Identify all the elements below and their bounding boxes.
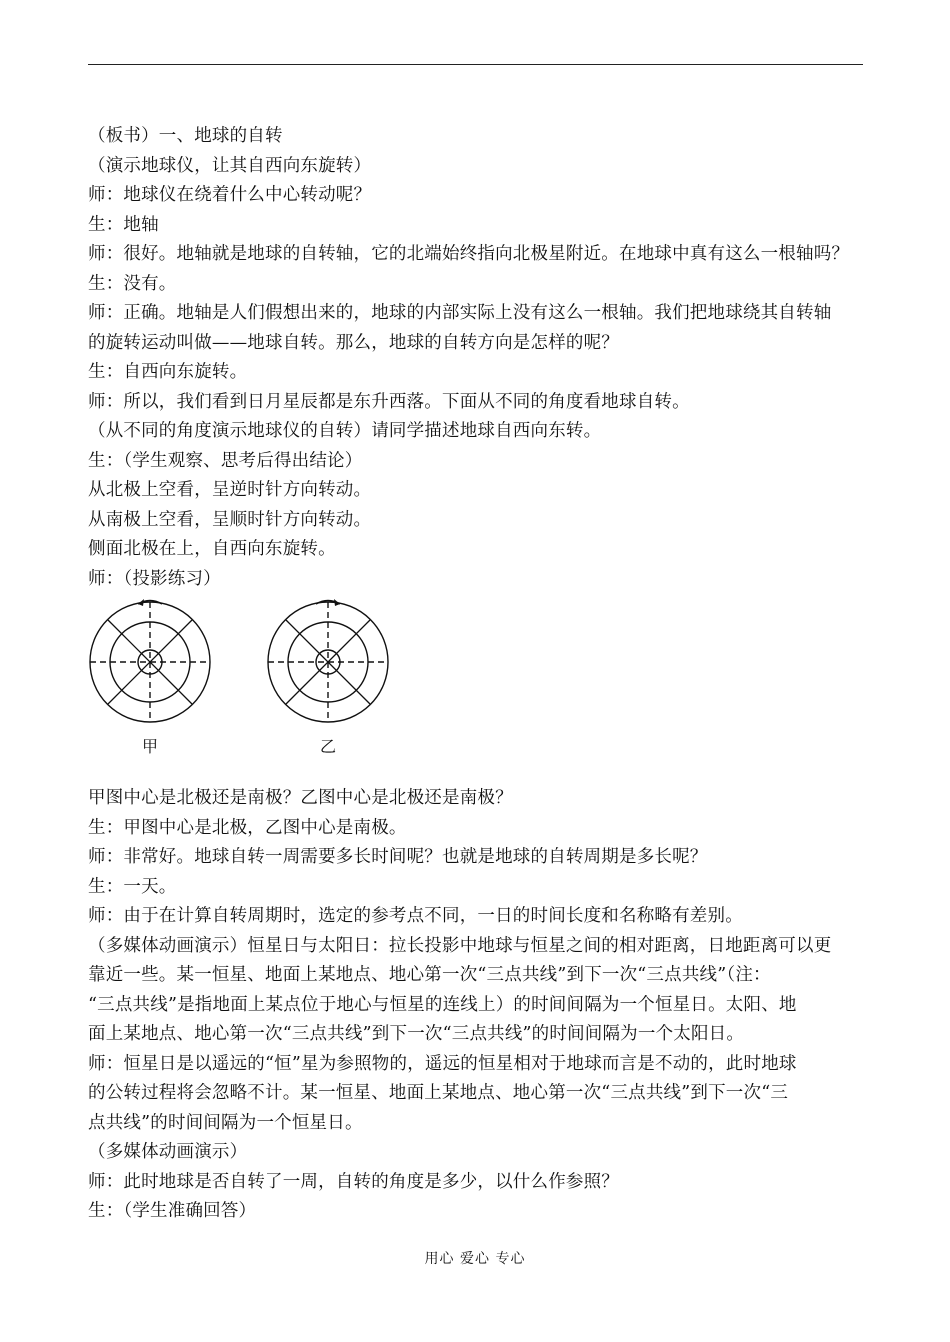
text-line: 点共线”的时间间隔为一个恒星日。 <box>88 1112 363 1133</box>
text-line: （演示地球仪，让其自西向东旋转） <box>88 155 372 176</box>
text-line: 生：（学生观察、思考后得出结论） <box>88 450 363 471</box>
polar-diagram-jia <box>90 599 210 722</box>
text-line: 的旋转运动叫做——地球自转。那么，地球的自转方向是怎样的呢？ <box>88 332 619 353</box>
text-line: 师：所以，我们看到日月星辰都是东升西落。下面从不同的角度看地球自转。 <box>88 391 690 412</box>
text-line: 生：地轴 <box>88 214 159 235</box>
figure-label-yi: 乙 <box>320 737 337 756</box>
page-footer: 用心 爱心 专心 <box>424 1251 526 1267</box>
text-line: 师：地球仪在绕着什么中心转动呢？ <box>88 185 372 205</box>
text-line: 生：自西向东旋转。 <box>88 362 248 382</box>
polar-diagram-yi <box>268 599 388 722</box>
text-line: （多媒体动画演示） <box>88 1142 248 1162</box>
text-line: 从南极上空看，呈顺时针方向转动。 <box>88 509 372 530</box>
text-line: 生：（学生准确回答） <box>88 1201 257 1221</box>
polar-projection-figure <box>88 594 408 784</box>
text-line: （板书）一、地球的自转 <box>88 126 283 146</box>
text-line: （多媒体动画演示）恒星日与太阳日：拉长投影中地球与恒星之间的相对距离，日地距离可以更 <box>88 935 832 956</box>
text-line: 的公转过程将会忽略不计。某一恒星、地面上某地点、地心第一次“三点共线”到下一次“三 <box>88 1083 789 1103</box>
text-line: 师：正确。地轴是人们假想出来的，地球的内部实际上没有这么一根轴。我们把地球绕其自转轴 <box>88 303 832 323</box>
document-body <box>88 122 878 1227</box>
text-line: 生：甲图中心是北极，乙图中心是南极。 <box>88 817 407 838</box>
text-line: 生：没有。 <box>88 273 177 294</box>
text-line: “三点共线”是指地面上某点位于地心与恒星的连线上）的时间间隔为一个恒星日。太阳、地 <box>88 994 797 1015</box>
header-rule <box>88 64 863 65</box>
text-line: 师：（投影练习） <box>88 568 221 589</box>
text-line: 师：恒星日是以遥远的“恒”星为参照物的，遥远的恒星相对于地球而言是不动的，此时地球 <box>88 1053 797 1074</box>
figure-label-jia: 甲 <box>142 737 159 756</box>
text-line: 面上某地点、地心第一次“三点共线”到下一次“三点共线”的时间间隔为一个太阳日。 <box>88 1024 745 1044</box>
text-line: 侧面北极在上，自西向东旋转。 <box>88 539 336 559</box>
text-line: 甲图中心是北极还是南极？乙图中心是北极还是南极？ <box>88 788 513 808</box>
polar-diagrams <box>88 594 408 784</box>
text-line: （从不同的角度演示地球仪的自转）请同学描述地球自西向东转。 <box>88 421 602 441</box>
text-line: 靠近一些。某一恒星、地面上某地点、地心第一次“三点共线”到下一次“三点共线”（注： <box>88 965 771 985</box>
text-line: 师：由于在计算自转周期时，选定的参考点不同，一日的时间长度和名称略有差别。 <box>88 906 743 926</box>
text-line: 师：非常好。地球自转一周需要多长时间呢？也就是地球的自转周期是多长呢？ <box>88 847 708 867</box>
text-line: 师：很好。地轴就是地球的自转轴，它的北端始终指向北极星附近。在地球中真有这么一根轴吗？ <box>88 244 850 264</box>
text-line: 师：此时地球是否自转了一周，自转的角度是多少，以什么作参照？ <box>88 1171 619 1192</box>
text-line: 从北极上空看，呈逆时针方向转动。 <box>88 480 372 500</box>
text-line: 生：一天。 <box>88 876 177 897</box>
